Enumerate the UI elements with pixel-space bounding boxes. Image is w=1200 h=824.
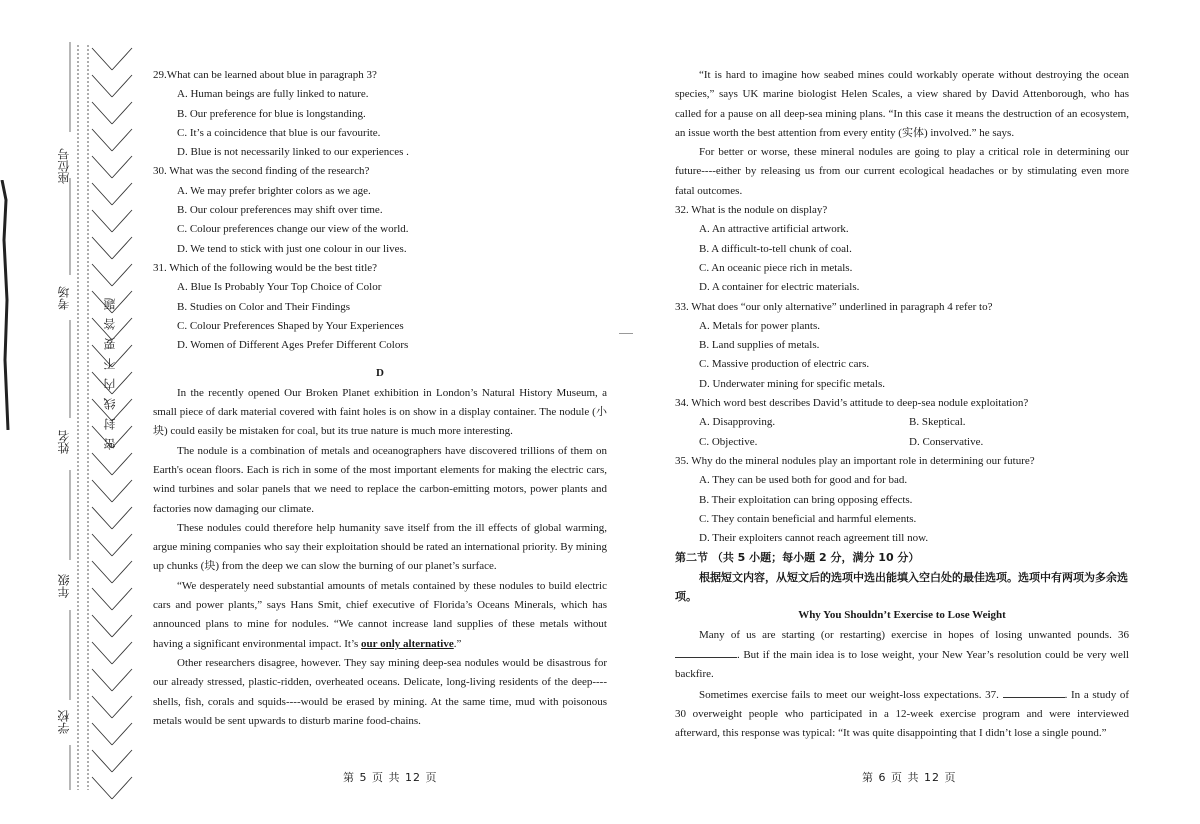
blank-36-number: 36 [1118, 628, 1129, 641]
question-32-stem: 32. What is the nodule on display? [675, 204, 828, 217]
passage-d-paragraph-3: These nodules could therefore help humanity save itself from the ill effects of global warming, argue mining companies who say their exploitation should be rated an international priority. By mining up chunks (块) from the deep we can slow the burning of our planet’s surface. [153, 521, 607, 573]
page-number-right: 第 6 页 共 12 页 [862, 771, 957, 784]
question-30-option-d: D. We tend to stick with just one colour in our lives. [177, 242, 407, 255]
seal-line-stroke [92, 453, 112, 475]
seal-line-stroke [112, 48, 132, 70]
question-35-option-b: B. Their exploitation can bring opposing effects. [699, 493, 913, 506]
scan-edge-mark [0, 180, 10, 430]
left-column [153, 66, 607, 731]
question-33-stem: 33. What does “our only alternative” underlined in paragraph 4 refer to? [675, 300, 993, 313]
question-34-option-a: A. Disapproving. [699, 416, 776, 429]
question-32-option-d: D. A container for electric materials. [699, 281, 860, 294]
article-paragraph-1-text: Many of us are starting (or restarting) exercise in hopes of losing unwanted pounds. [699, 628, 1112, 641]
seal-line-stroke [92, 48, 112, 70]
seal-line-stroke [112, 102, 132, 124]
question-30-option-a: A. We may prefer brighter colors as we age. [177, 184, 371, 197]
question-30-stem: 30. What was the second finding of the research? [153, 165, 370, 178]
question-29-stem: 29.What can be learned about blue in paragraph 3? [153, 69, 377, 81]
question-31-stem: 31. Which of the following would be the best title? [153, 261, 378, 274]
seal-line-stroke [92, 507, 112, 529]
seal-line-stroke [92, 210, 112, 232]
paragraph-4-end: .” [453, 637, 462, 650]
question-31-option-c: C. Colour Preferences Shaped by Your Experiences [177, 319, 404, 332]
seal-line-stroke [112, 723, 132, 745]
question-29-option-a: A. Human beings are fully linked to nature. [177, 88, 369, 101]
seat-number-label: 座位号 [57, 148, 71, 184]
passage-d-paragraph-2: The nodule is a combination of metals and oceanographers have discovered trillions of them on Earth's ocean floors. Each is rich in some of the most important elements for making the electric cars, wind turbines and solar panels that we need to replace the carbon-emitting motors, power plants and factories now damaging our climate. [153, 444, 607, 515]
seal-line-stroke [92, 102, 112, 124]
seal-line-stroke [112, 480, 132, 502]
article-paragraph-2-end: . In a study of 30 overweight people who participated in a 12-week exercise program and were interviewed afterward, this response was typical: “It was quite disappointing that I didn’t lose a single pound.” [675, 688, 1130, 740]
question-35-stem: 35. Why do the mineral nodules play an important role in determining our future? [675, 454, 1035, 467]
seal-line-stroke [92, 669, 112, 691]
question-32-option-a: A. An attractive artificial artwork. [699, 223, 849, 236]
question-29-option-c: C. It’s a coincidence that blue is our favourite. [177, 126, 381, 139]
paragraph-4-text: “We desperately need substantial amounts of metals contained by these nodules to build electric cars and power plants,” says Hans Smit, chief executive of Florida’s Oceans Minerals, which has announced plans to mine for nodules. “We cannot increase land supplies of these metals without having a significant environmental impact. It’s [153, 579, 607, 650]
question-33-option-b: B. Land supplies of metals. [699, 339, 820, 352]
question-34-options-row-1 [675, 413, 1129, 432]
section-2-heading: 第二节 （共 5 小题；每小题 2 分，满分 10 分） [675, 551, 920, 565]
seal-line-stroke [92, 156, 112, 178]
seal-line-stroke [92, 534, 112, 556]
question-31-option-a: A. Blue Is Probably Your Top Choice of Color [177, 281, 382, 294]
seal-line-stroke [112, 507, 132, 529]
passage-d-paragraph-7: For better or worse, these mineral nodules are going to play a critical role in determining our future----either by releasing us from our current ecological headaches or by stimulating even more fatal outcomes. [675, 146, 1129, 197]
article-paragraph-2-text: Sometimes exercise fails to meet our weight-loss expectations. 37. [699, 688, 999, 701]
seal-line-stroke [112, 453, 132, 475]
seal-line-stroke [112, 183, 132, 205]
seal-line-stroke [92, 615, 112, 637]
seal-line-stroke [112, 129, 132, 151]
seal-line-stroke [92, 750, 112, 772]
center-fold-mark [619, 333, 633, 334]
passage-d-paragraph-1: In the recently opened Our Broken Planet exhibition in London’s Natural History Museum, a small piece of dark material covered with faint holes is on show in a display container. The nodule (小块) could easily be mistaken for coal, but its true nature is much more interesting. [153, 386, 607, 438]
question-33-option-d: D. Underwater mining for specific metals. [699, 377, 886, 390]
question-29-option-b: B. Our preference for blue is longstanding. [177, 107, 366, 120]
question-35-option-a: A. They can be used both for good and for bad. [699, 474, 908, 487]
seal-line-stroke [92, 561, 112, 583]
seal-line-stroke [92, 183, 112, 205]
seal-line-stroke [112, 534, 132, 556]
question-34-options-row-2 [675, 433, 1129, 452]
seal-line-stroke [112, 696, 132, 718]
passage-d-heading: D [376, 367, 384, 380]
question-29-option-d: D. Blue is not necessarily linked to our experiences . [177, 146, 409, 159]
binding-strip [0, 0, 150, 824]
article-paragraph-2 [675, 685, 1129, 744]
question-32-option-b: B. A difficult-to-tell chunk of coal. [699, 242, 852, 255]
seal-line-pattern [0, 0, 150, 824]
grade-label: 年级 [57, 574, 71, 598]
underlined-phrase: our only alternative [361, 637, 454, 650]
question-34-stem: 34. Which word best describes David’s attitude to deep-sea nodule exploitation? [675, 397, 1029, 410]
article-title: Why You Shouldn’t Exercise to Lose Weight [798, 609, 1006, 622]
article-paragraph-1-end: . But if the main idea is to lose weight, your New Year’s resolution could be very well backfire. [675, 648, 1129, 681]
question-30-option-c: C. Colour preferences change our view of the world. [177, 223, 409, 236]
blank-36[interactable] [675, 645, 737, 658]
passage-d-paragraph-4 [153, 577, 607, 654]
seal-line-stroke [112, 264, 132, 286]
article-paragraph-1 [675, 626, 1129, 685]
passage-d-paragraph-5: Other researchers disagree, however. They say mining deep-sea nodules would be disastrous for our already stressed, plastic-ridden, overheated oceans. Delicate, long-living residents of the deep----shells, fish, corals and squids----would be erased by mining. At the same time, mud with poisonous metals would be sent upwards to disturb marine food-chains. [153, 656, 607, 727]
seal-line-stroke [112, 588, 132, 610]
seal-line-stroke [112, 561, 132, 583]
seal-line-stroke [92, 237, 112, 259]
seal-line-stroke [92, 696, 112, 718]
seal-line-stroke [112, 669, 132, 691]
section-2-instruction: 根据短文内容，从短文后的选项中选出能填入空白处的最佳选项。选项中有两项为多余选项。 [675, 570, 1128, 604]
seal-line-stroke [92, 264, 112, 286]
seal-line-stroke [112, 210, 132, 232]
question-33-option-a: A. Metals for power plants. [699, 319, 820, 332]
question-32-option-c: C. An oceanic piece rich in metals. [699, 261, 853, 274]
question-35-option-d: D. Their exploiters cannot reach agreement till now. [699, 532, 929, 545]
seal-line-stroke [112, 75, 132, 97]
page-number-left: 第 5 页 共 12 页 [343, 771, 438, 784]
seal-line-stroke [92, 723, 112, 745]
seal-warning-text: 密封线内不要答题 [103, 290, 117, 450]
seal-line-stroke [92, 129, 112, 151]
seal-line-stroke [112, 156, 132, 178]
exam-room-label: 考场 [57, 286, 71, 310]
school-label: 学校 [57, 710, 71, 734]
question-34-option-c: C. Objective. [699, 435, 758, 448]
seal-line-stroke [112, 750, 132, 772]
blank-37[interactable] [1003, 685, 1065, 698]
question-31-option-b: B. Studies on Color and Their Findings [177, 300, 351, 313]
question-35-option-c: C. They contain beneficial and harmful elements. [699, 512, 917, 525]
seal-line-stroke [112, 615, 132, 637]
seal-line-stroke [92, 588, 112, 610]
seal-line-stroke [92, 75, 112, 97]
right-column [675, 66, 1129, 743]
passage-d-paragraph-6: “It is hard to imagine how seabed mines could workably operate without destroying the ocean species,” says UK marine biologist Helen Scales, a view shared by David Attenborough, who has called for a pause on all deep-sea mining plans. “In this case it means the destruction of an ecosystem, an issue worth the best attention from every entity (实体) involved.” he says. [675, 69, 1129, 139]
seal-line-stroke [112, 642, 132, 664]
seal-line-stroke [92, 777, 112, 799]
seal-line-stroke [112, 237, 132, 259]
name-label: 姓名 [57, 430, 71, 454]
question-33-option-c: C. Massive production of electric cars. [699, 358, 870, 371]
question-31-option-d: D. Women of Different Ages Prefer Different Colors [177, 339, 409, 352]
seal-line-stroke [112, 777, 132, 799]
question-30-option-b: B. Our colour preferences may shift over time. [177, 204, 383, 217]
question-34-option-b: B. Skeptical. [909, 416, 966, 429]
seal-line-stroke [92, 642, 112, 664]
question-34-option-d: D. Conservative. [909, 435, 984, 448]
seal-line-stroke [92, 480, 112, 502]
